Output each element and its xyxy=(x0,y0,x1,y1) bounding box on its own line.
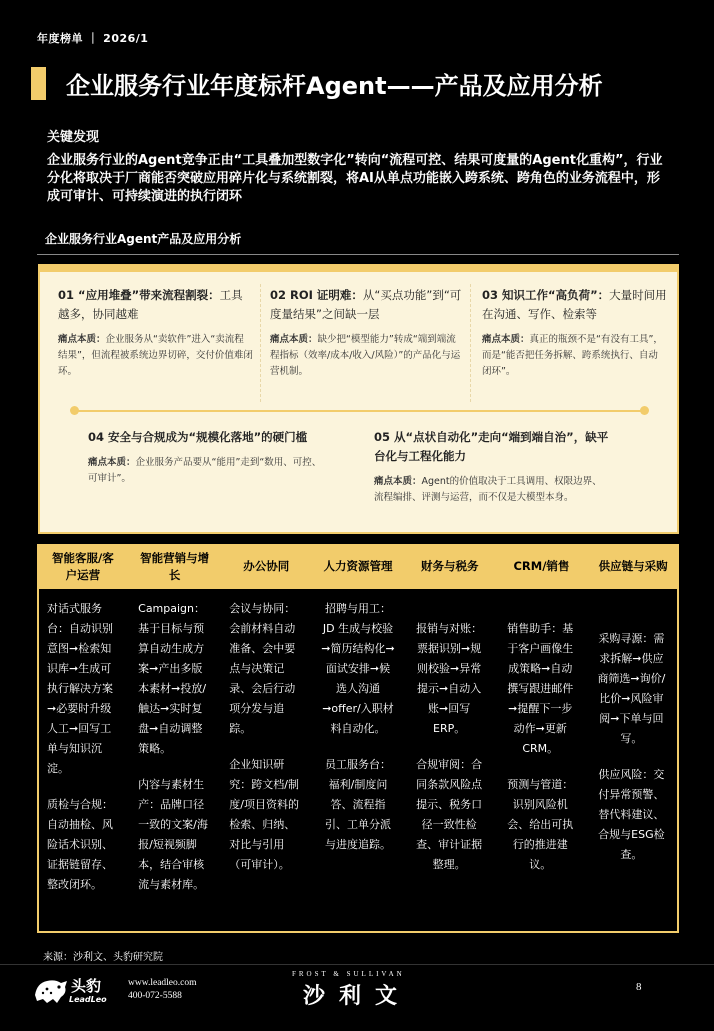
finding-body: 痛点本质：企业服务产品要从“能用”走到“数用、可控、可审计”。 xyxy=(88,457,322,484)
finding-title: 03 知识工作“高负荷”：大量时间用在沟通、写作、检索等 xyxy=(482,288,667,321)
column-separator xyxy=(470,284,471,402)
finding-title: 02 ROI 证明难：从“买点功能”到“可度量结果”之间缺一层 xyxy=(270,288,462,321)
contact-info xyxy=(128,977,197,1003)
page-number: 8 xyxy=(636,981,642,993)
finding-body: 痛点本质：真正的瓶颈不是“有没有工具”，而是“能否把任务拆解、跨系统执行、自动闭环”。 xyxy=(482,334,663,377)
scenario-block: 内容与素材生产：品牌口径一致的文案/海报/短视频脚本，结合审核流与素材库。 xyxy=(138,778,208,891)
column-header-crm: CRM/销售 xyxy=(513,559,570,573)
website-link[interactable]: www.leadleo.com xyxy=(128,978,197,988)
leadleo-logo xyxy=(33,975,123,1007)
finding-title: 04 安全与合规成为“规模化落地”的硬门槛 xyxy=(88,430,308,444)
column-supply-chain xyxy=(586,589,677,931)
column-header-customer-service: 智能客服/客户运营 xyxy=(52,550,114,582)
column-header-hr: 人力资源管理 xyxy=(323,559,393,573)
column-header-office: 办公协同 xyxy=(243,559,290,573)
pain-points-panel xyxy=(38,264,679,534)
finding-05 xyxy=(374,428,609,506)
finding-title: 05 从“点状自动化”走向“端到端自治”，缺平台化与工程化能力 xyxy=(374,430,609,463)
finding-03 xyxy=(482,286,667,380)
panel-top-bar xyxy=(40,266,677,272)
source-note: 来源：沙利文、头豹研究院 xyxy=(43,952,163,963)
column-marketing xyxy=(130,589,221,931)
frost-sullivan-en: FROST & SULLIVAN xyxy=(292,970,405,978)
application-scenarios-table xyxy=(37,544,679,933)
finding-01 xyxy=(58,286,253,380)
scenario-block: 企业知识研究：跨文档/制度/项目资料的检索、归纳、对比与引用（可审计）。 xyxy=(229,758,299,871)
column-header-supply-chain: 供应链与采购 xyxy=(598,559,668,573)
timeline-dot xyxy=(640,406,649,415)
key-findings-body: 企业服务行业的Agent竞争正由“工具叠加型数字化”转向“流程可控、结果可度量的Agent化重构”，行业分化将取决于厂商能否突破应用碎片化与系统割裂，将AI从单点功能嵌入跨系统、跨角色的业务流程中，形成可审计、可持续演进的执行闭环 xyxy=(47,153,663,204)
column-header-marketing: 智能营销与增长 xyxy=(140,550,210,582)
leadleo-name-cn: 头豹 xyxy=(71,977,102,995)
finding-title: 01 “应用堆叠”带来流程割裂：工具越多，协同越难 xyxy=(58,288,243,321)
section-label: 企业服务行业Agent产品及应用分析 xyxy=(45,232,242,246)
scenario-block: 会议与协同：会前材料自动准备、会中要点与决策记录、会后行动项分发与追踪。 xyxy=(229,602,296,735)
scenario-block: 供应风险：交付异常预警、替代料建议、合规与ESG检查。 xyxy=(598,768,665,861)
column-office xyxy=(221,589,312,931)
column-header-finance: 财务与税务 xyxy=(420,559,479,573)
leopard-icon xyxy=(33,975,69,1005)
scenario-block: 招聘与用工：JD 生成与校验➞简历结构化➞面试安排➞候选人沟通➞offer/入职材料自动化。 xyxy=(321,602,395,735)
scenario-block: 质检与合规：自动抽检、风险话术识别、证据链留存、整改闭环。 xyxy=(47,798,113,891)
footer-divider xyxy=(0,964,714,965)
leadleo-name-en: LeadLeo xyxy=(69,995,107,1004)
scenario-block: 采购寻源：需求拆解➞供应商筛选➞询价/比价➞风险审阅➞下单与回写。 xyxy=(597,632,666,745)
finding-body: 痛点本质：缺少把“模型能力”转成“端到端流程指标（效率/成本/收入/风险）”的产品化与运营机制。 xyxy=(270,334,461,377)
column-finance xyxy=(404,589,495,931)
key-findings-heading: 关键发现 xyxy=(47,130,100,145)
section-divider xyxy=(37,254,679,255)
finding-02 xyxy=(270,286,465,380)
scenario-block: 销售助手：基于客户画像生成策略➞自动撰写跟进邮件➞提醒下一步动作➞更新CRM。 xyxy=(507,622,574,755)
scenario-block: 报销与对账：票据识别➞规则校验➞异常提示➞自动入账➞回写 ERP。 xyxy=(416,622,483,735)
column-crm xyxy=(495,589,586,931)
timeline-divider xyxy=(74,410,644,412)
finding-body: 痛点本质：Agent的价值取决于工具调用、权限边界、流程编排、评测与运营，而不仅是大模型本身。 xyxy=(374,476,602,503)
scenario-block: Campaign：基于目标与预算自动生成方案➞产出多版本素材➞投放/触达➞实时复盘➞自动调整策略。 xyxy=(138,602,207,755)
frost-sullivan-cn: 沙利文 xyxy=(303,984,412,1009)
scenario-block: 合规审阅：合同条款风险点提示、税务口径一致性检查、审计证据整理。 xyxy=(416,758,483,871)
column-hr xyxy=(312,589,403,931)
column-customer-service xyxy=(39,589,130,931)
finding-04 xyxy=(88,428,323,487)
finding-body: 痛点本质：企业服务从“卖软件”进入“卖流程结果”，但流程被系统边界切碎，交付价值难闭环。 xyxy=(58,334,253,377)
report-tag: 年度榜单 ｜ 2026/1 xyxy=(37,32,149,45)
page-title: 企业服务行业年度标杆Agent——产品及应用分析 xyxy=(66,72,603,100)
column-separator xyxy=(260,284,261,402)
title-accent-bar xyxy=(31,67,46,100)
table-body xyxy=(37,589,679,933)
scenario-block: 对话式服务台：自动识别意图➞检索知识库➞生成可执行解决方案➞必要时升级人工➞回写工单与知识沉淀。 xyxy=(47,602,113,775)
timeline-dot xyxy=(70,406,79,415)
scenario-block: 预测与管道：识别风险机会、给出可执行的推进建议。 xyxy=(507,778,574,871)
table-header-row xyxy=(37,544,679,589)
scenario-block: 员工服务台：福利/制度问答、流程指引、工单分派与进度追踪。 xyxy=(324,758,391,851)
phone-number: 400-072-5588 xyxy=(128,991,182,1001)
